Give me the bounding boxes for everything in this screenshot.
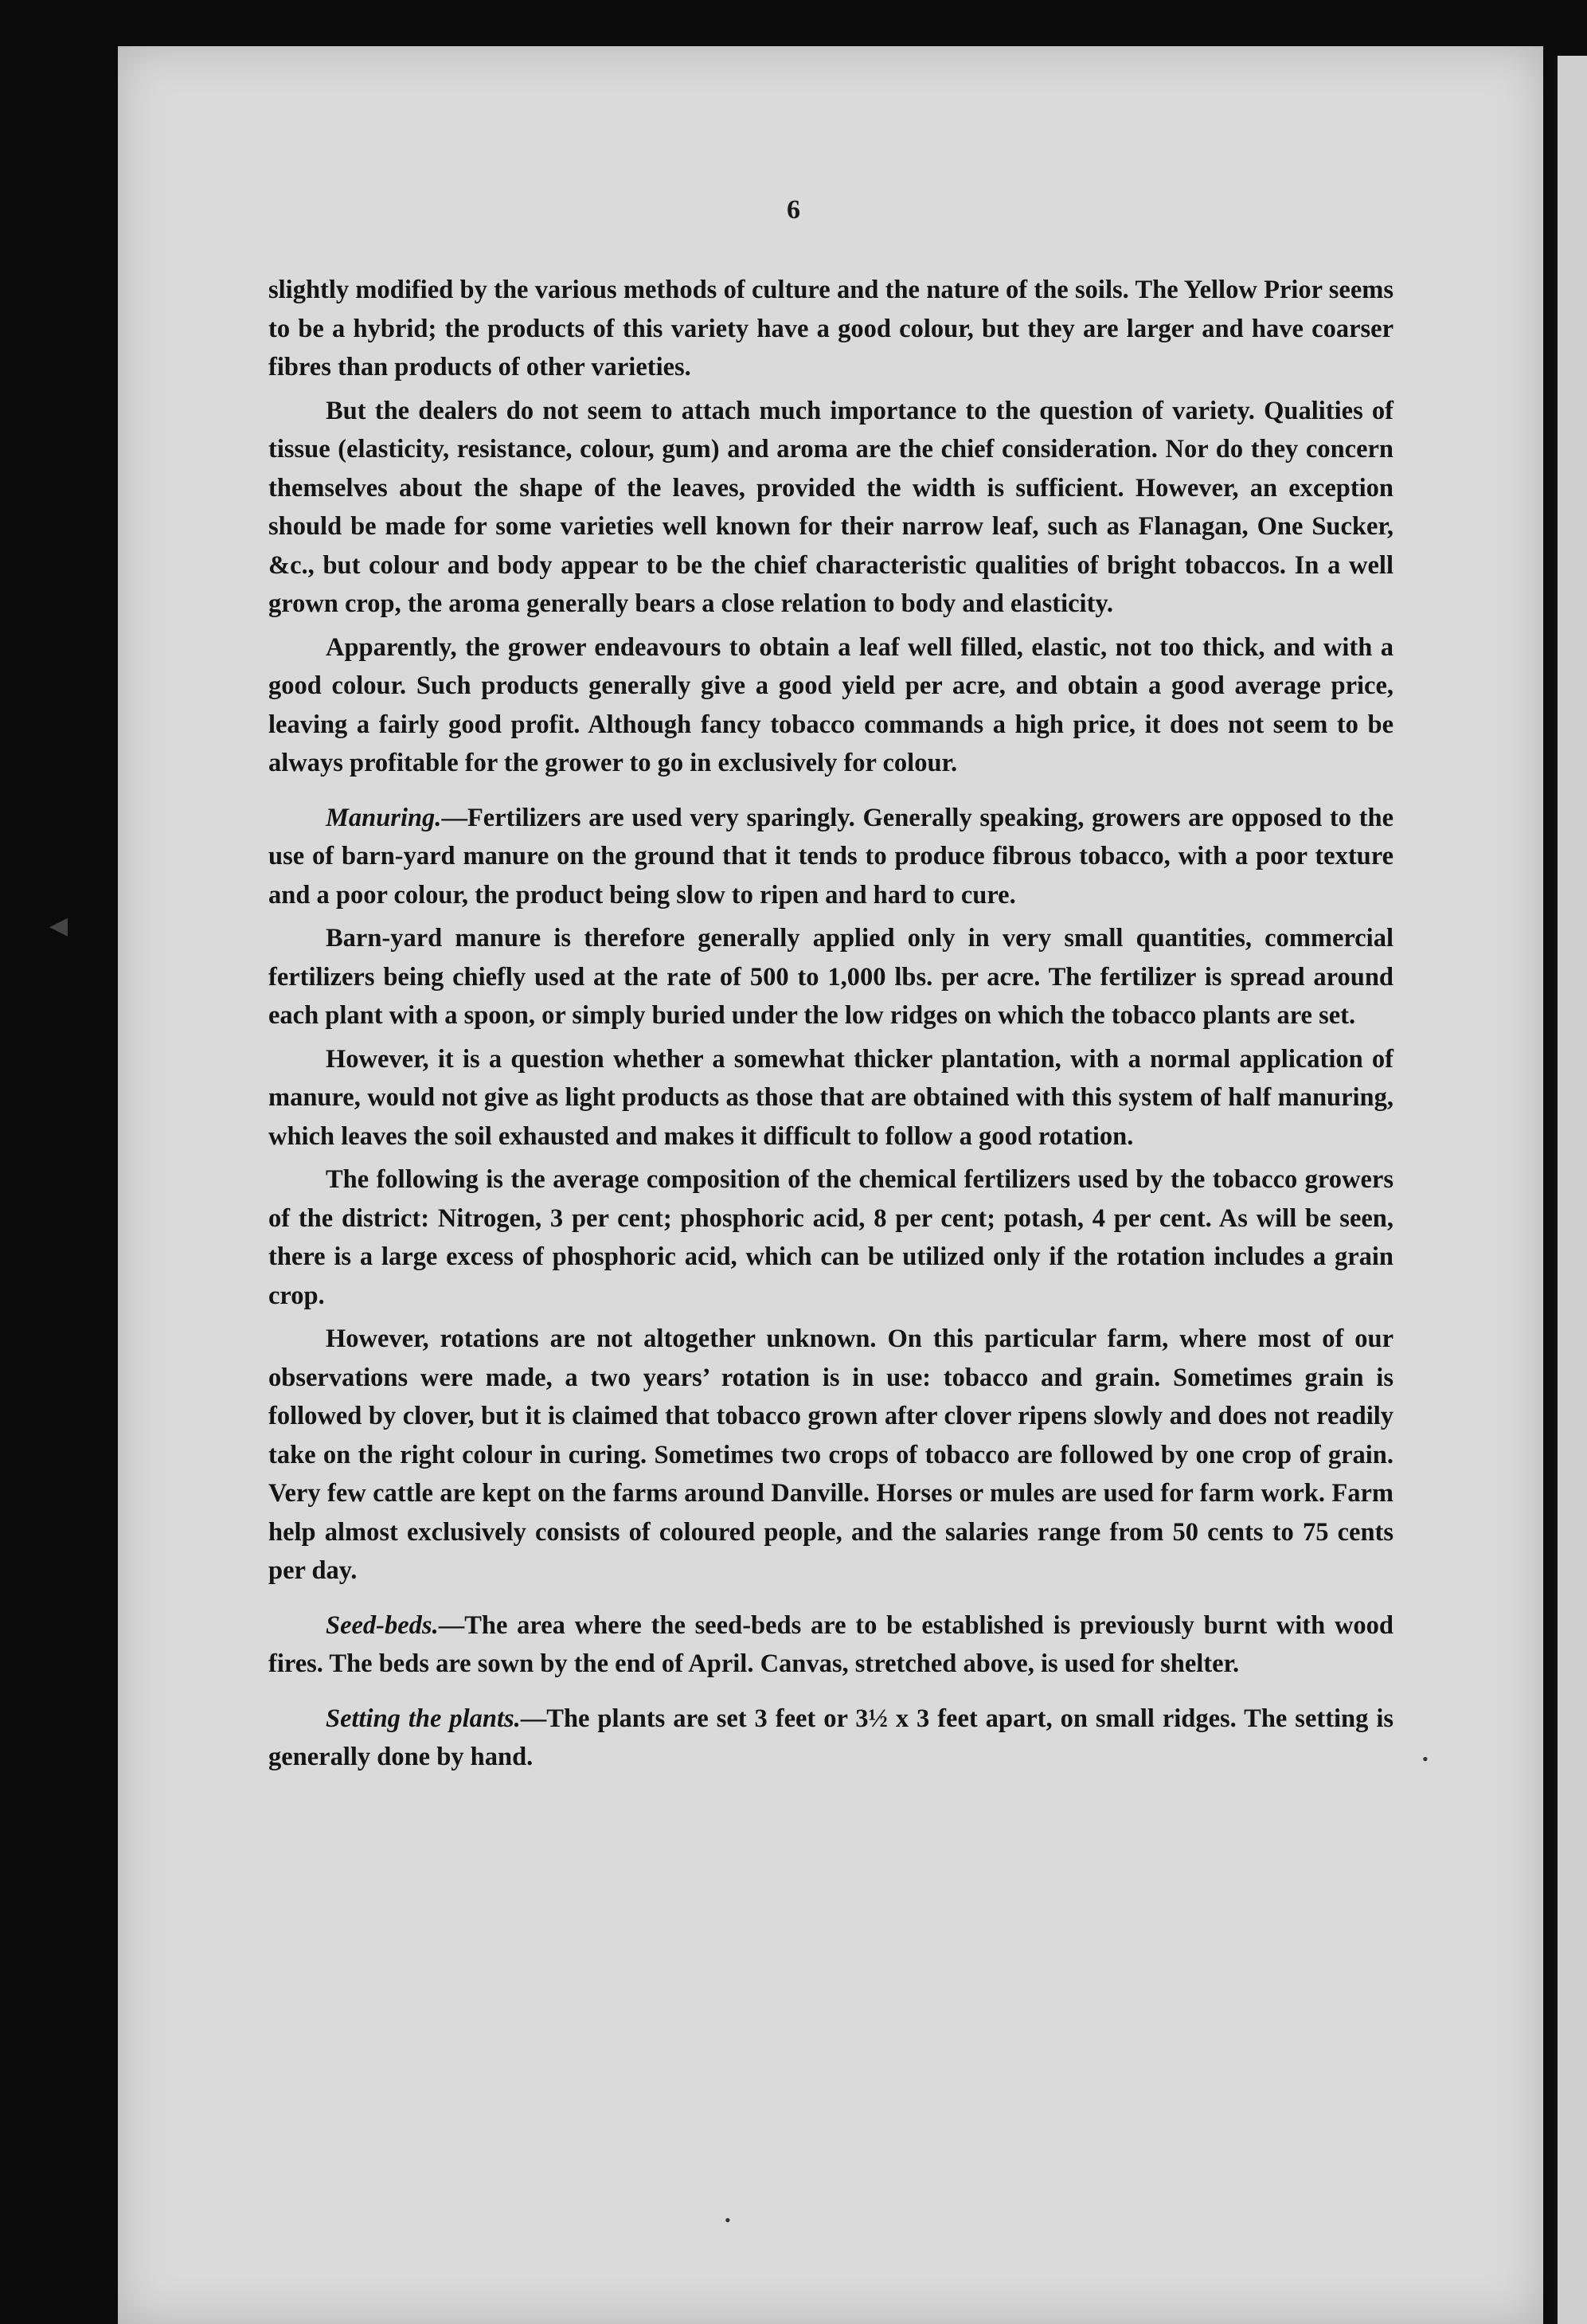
paragraph: Apparently, the grower endeavours to obtain a leaf well filled, elastic, not too thick, and with a good colour. Such products generally give a good yield per acre, and obtain a good average price, leaving a fairly good profit. Although fancy tobacco commands a high price, it does not seem to be always profitable for the grower to go in exclusively for colour. bbox=[268, 632, 1394, 777]
paragraph: slightly modified by the various methods of culture and the nature of the soils. The Yellow Prior seems to be a hybrid; the products of this variety have a good colour, but they are larger and have coarser fibres than products of other varieties. bbox=[268, 276, 1394, 381]
margin-arrow-mark: ◀ bbox=[49, 913, 68, 939]
adjacent-page-edge bbox=[1554, 56, 1587, 2324]
speck-mark: • bbox=[1422, 1749, 1429, 1769]
section-heading: Seed-beds. bbox=[326, 1610, 439, 1640]
speck-mark: • bbox=[725, 2210, 731, 2230]
section-heading: Setting the plants. bbox=[326, 1704, 521, 1733]
paragraph: But the dealers do not seem to attach much importance to the question of variety. Qualities of tissue (elasticity, resistance, colour, gum) and aroma are the chief consideration. Nor do they concern themselves about the shape of the leaves, provided the width is sufficient. However, an exception should be made for some varieties well known for their narrow leaf, such as Flanagan, One Sucker, &c., but colour and body appear to be the chief characteristic qualities of bright tobaccos. In a well grown crop, the aroma generally bears a close relation to body and elasticity. bbox=[268, 396, 1394, 618]
paragraph: Manuring.—Fertilizers are used very sparingly. Generally speaking, growers are opposed to the use of barn-yard manure on the ground that it tends to produce fibrous tobacco, with a poor texture and a poor colour, the product being slow to ripen and hard to cure. bbox=[268, 803, 1394, 910]
section-heading: Manuring. bbox=[326, 803, 442, 832]
paragraph: However, it is a question whether a somewhat thicker plantation, with a normal application of manure, would not give as light products as those that are obtained with this system of half manuring, which leaves the soil exhausted and makes it difficult to follow a good rotation. bbox=[268, 1044, 1394, 1151]
paragraph: Setting the plants.—The plants are set 3 feet or 3½ x 3 feet apart, on small ridges. The setting is generally done by hand. bbox=[268, 1704, 1394, 1771]
paragraph: However, rotations are not altogether unknown. On this particular farm, where most of our observations were made, a two years’ rotation is in use: tobacco and grain. Sometimes grain is followed by clover, but it is claimed that tobacco grown after clover ripens slowly and does not readily take on the right colour in curing. Sometimes two crops of tobacco are followed by one crop of grain. Very few cattle are kept on the farms around Danville. Horses or mules are used for farm work. Farm help almost exclusively consists of coloured people, and the salaries range from 50 cents to 75 cents per day. bbox=[268, 1324, 1394, 1585]
paragraph: Barn-yard manure is therefore generally applied only in very small quantities, commercial fertilizers being chiefly used at the rate of 500 to 1,000 lbs. per acre. The fertilizer is spread around each plant with a spoon, or simply buried under the low ridges on which the tobacco plants are set. bbox=[268, 924, 1394, 1030]
body-text bbox=[268, 271, 1394, 1777]
paragraph: Seed-beds.—The area where the seed-beds are to be established is previously burnt with wood fires. The beds are sown by the end of April. Canvas, stretched above, is used for shelter. bbox=[268, 1610, 1394, 1678]
page-number: 6 bbox=[787, 195, 800, 225]
paragraph: The following is the average composition of the chemical fertilizers used by the tobacco growers of the district: Nitrogen, 3 per cent; phosphoric acid, 8 per cent; potash, 4 per cent. As will be seen, there is a large excess of phosphoric acid, which can be utilized only if the rotation includes a grain crop. bbox=[268, 1165, 1394, 1310]
